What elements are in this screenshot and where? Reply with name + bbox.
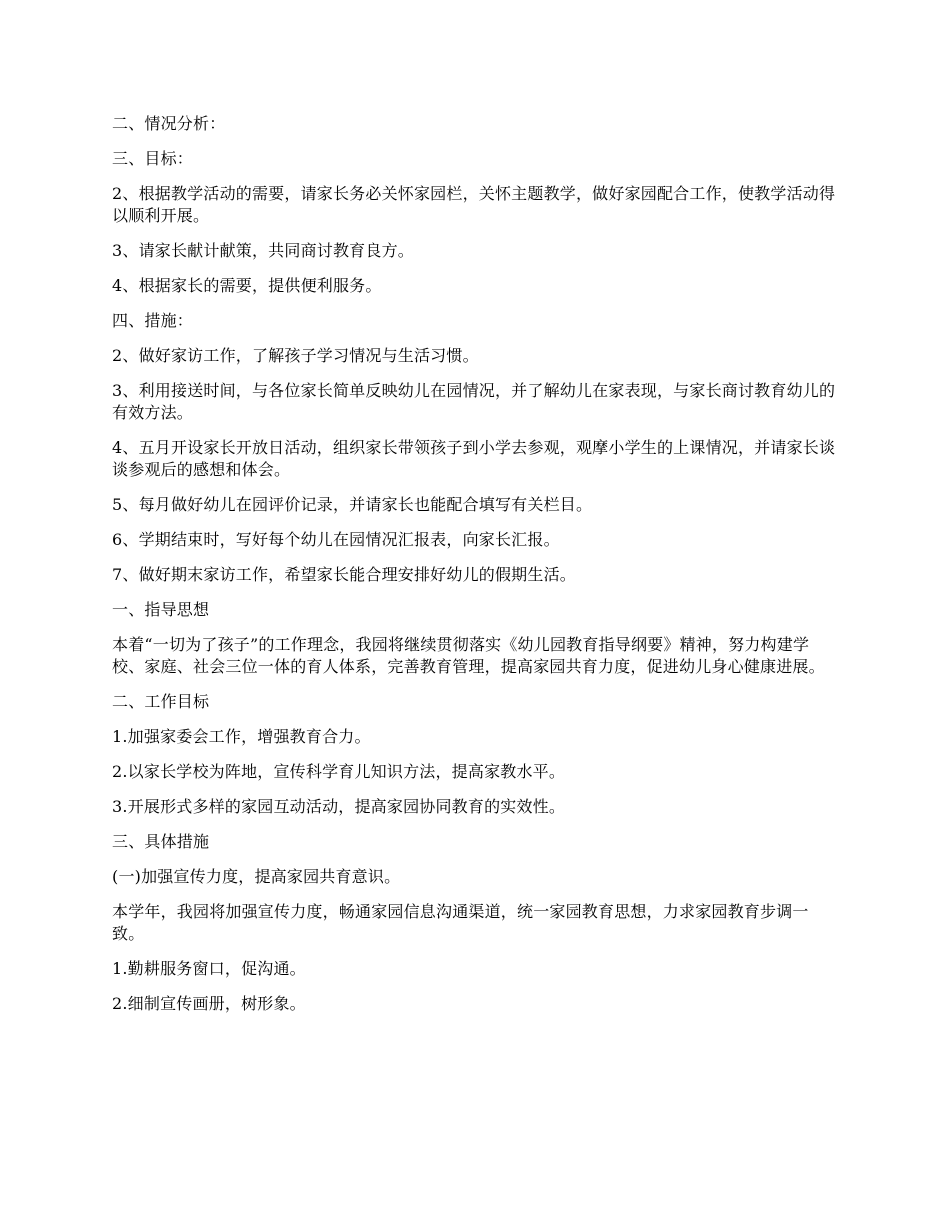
measure-item-7: 7、做好期末家访工作，希望家长能合理安排好幼儿的假期生活。 bbox=[112, 565, 576, 584]
heading-measures: 四、措施： bbox=[112, 311, 194, 330]
guiding-ideology-text: 本着“一切为了孩子”的工作理念，我园将继续贯彻落实《幼儿园教育指导纲要》精神，努力构建学校、家庭、社会三位一体的育人体系，完善教育管理，提高家园共育力度，促进幼儿身心健康进展。 bbox=[112, 635, 825, 676]
measure-item-4: 4、五月开设家长开放日活动，组织家长带领孩子到小学去参观，观摩小学生的上课情况，并请家长谈谈参观后的感想和体会。 bbox=[112, 438, 836, 479]
heading-situation-analysis: 二、情况分析： bbox=[112, 114, 226, 133]
goal-item-3: 3、请家长献计献策，共同商讨教育良方。 bbox=[112, 241, 414, 260]
goal-item-2: 2、根据教学活动的需要，请家长务必关怀家园栏，关怀主题教学，做好家园配合工作，使教学活动得以顺利开展。 bbox=[112, 184, 836, 225]
work-goal-item-3: 3.开展形式多样的家园互动活动，提高家园协同教育的实效性。 bbox=[112, 797, 566, 816]
heading-work-goals: 二、工作目标 bbox=[112, 692, 210, 711]
work-goal-item-2: 2.以家长学校为阵地，宣传科学育儿知识方法，提高家教水平。 bbox=[112, 762, 566, 781]
measure-item-2: 2、做好家访工作，了解孩子学习情况与生活习惯。 bbox=[112, 346, 479, 365]
document-body bbox=[112, 113, 840, 1028]
heading-specific-measures: 三、具体措施 bbox=[112, 832, 210, 851]
measure-item-5: 5、每月做好幼儿在园评价记录，并请家长也能配合填写有关栏目。 bbox=[112, 495, 593, 514]
publicity-text: 本学年，我园将加强宣传力度，畅通家园信息沟通渠道，统一家园教育思想，力求家园教育步调一致。 bbox=[112, 902, 809, 943]
subheading-publicity: (一)加强宣传力度，提高家园共育意识。 bbox=[112, 867, 401, 886]
measure-item-3: 3、利用接送时间，与各位家长简单反映幼儿在园情况，并了解幼儿在家表现，与家长商讨教育幼儿的有效方法。 bbox=[112, 381, 836, 422]
heading-guiding-ideology: 一、指导思想 bbox=[112, 600, 210, 619]
measure-item-6: 6、学期结束时，写好每个幼儿在园情况汇报表，向家长汇报。 bbox=[112, 530, 560, 549]
publicity-item-1: 1.勤耕服务窗口，促沟通。 bbox=[112, 959, 306, 978]
publicity-item-2: 2.细制宣传画册，树形象。 bbox=[112, 994, 306, 1013]
goal-item-4: 4、根据家长的需要，提供便利服务。 bbox=[112, 276, 382, 295]
work-goal-item-1: 1.加强家委会工作，增强教育合力。 bbox=[112, 727, 371, 746]
heading-goals: 三、目标： bbox=[112, 149, 194, 168]
